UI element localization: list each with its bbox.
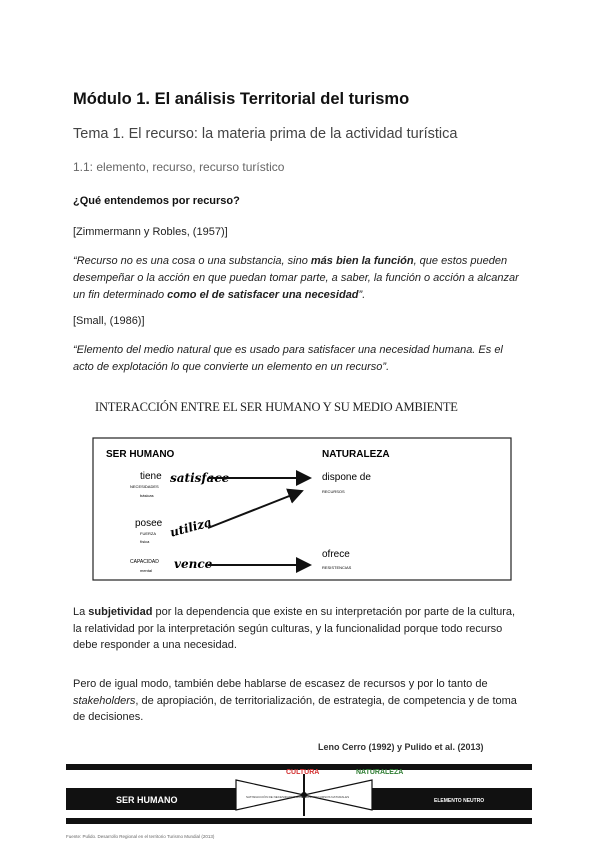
resource-diagram	[66, 758, 532, 834]
para2-line: de decisiones.	[73, 711, 144, 723]
r1-sub1: NECESIDADES	[130, 484, 159, 489]
para1-lead: La	[73, 606, 89, 618]
quote-small	[73, 342, 528, 376]
r1-right: dispone de	[322, 472, 371, 483]
left-label: SER HUMANO	[116, 795, 178, 805]
r3-verb2: mental	[140, 568, 153, 573]
quote1-bold: como el de satisfacer una necesidad	[167, 289, 359, 301]
naturaleza-label: NATURALEZA	[356, 769, 404, 776]
footer-source: Fuente: Pulido. Desarrollo Regional en el territorio Turismo Mundial (2013)	[66, 834, 215, 839]
r3-hand: vence	[174, 557, 213, 571]
quote1-text: “Recurso no es una cosa o una substancia, sino	[73, 255, 311, 267]
small-text: SATISFACCIÓN DE NECESIDADES HUMANAS / RECURSOS NATURALES	[246, 795, 350, 799]
para2-italic: stakeholders	[73, 694, 136, 707]
citation-small: [Small, (1986)]	[73, 315, 145, 327]
diagram2-caption: Leno Cerro (1992) y Pulido et al. (2013)	[318, 742, 484, 752]
left-header: SER HUMANO	[106, 449, 175, 460]
right-label: ELEMENTO NEUTRO	[434, 798, 485, 804]
quote-zimmermann	[73, 253, 528, 304]
interaction-diagram	[90, 435, 515, 585]
quote2-line: acto de explotación lo que convierte un elemento en un recurso”.	[73, 361, 390, 373]
r2-verb: posee	[135, 518, 163, 529]
para1-line: la relatividad por la interpretación según culturas, y la funcionalidad porque todo recurso	[73, 622, 503, 635]
topic-title: Tema 1. El recurso: la materia prima de la actividad turística	[73, 126, 458, 142]
quote2-line: “Elemento del medio natural que es usado para satisfacer una necesidad humana. Es el	[73, 344, 503, 356]
r2-sub2: física	[140, 539, 150, 544]
r2-hand: utiliza	[168, 515, 214, 540]
quote1-text: ”.	[358, 289, 366, 301]
r3-right: ofrece	[322, 549, 350, 560]
r1-right-sub: RECURSOS	[322, 489, 345, 494]
citation-zimmermann: [Zimmermann y Robles, (1957)]	[73, 226, 228, 238]
module-title: Módulo 1. El análisis Territorial del turismo	[73, 90, 410, 108]
r3-verb1: CAPACIDAD	[130, 559, 159, 565]
r1-verb: tiene	[140, 471, 162, 482]
quote1-bold: más bien la función	[310, 255, 414, 267]
right-header: NATURALEZA	[322, 449, 390, 460]
para2-text: , de apropiación, de territorialización, de estrategia, de competencia y de toma	[135, 694, 517, 707]
para1-line: debe responder a una necesidad.	[73, 639, 237, 651]
paragraph-escasez	[73, 676, 528, 726]
paragraph-subjetividad	[73, 604, 528, 654]
question-heading: ¿Qué entendemos por recurso?	[73, 195, 240, 207]
para1-rest: por la dependencia que existe en su interpretación por parte de la cultura,	[152, 606, 516, 618]
para1-bold: subjetividad	[88, 606, 153, 618]
para2-line: Pero de igual modo, también debe hablarse de escasez de recursos y por lo tanto de	[73, 678, 488, 690]
quote1-line: desempeñar o la acción en que puedan tomar parte, a saber, la función o acción a alcanzar	[73, 272, 519, 284]
subtopic-title: 1.1: elemento, recurso, recurso turístico	[73, 160, 285, 174]
arrow-utiliza	[208, 491, 302, 528]
quote1-text: , que estos pueden	[413, 255, 508, 267]
bottom-bar	[66, 818, 532, 824]
cultura-label: CULTURA	[286, 769, 320, 776]
r1-hand: satisface	[170, 471, 230, 485]
r1-sub2: básicas	[140, 493, 154, 498]
r3-right-sub: RESISTENCIAS	[322, 565, 352, 570]
r2-sub1: FUERZA	[140, 531, 156, 536]
quote1-text: un fin determinado	[73, 289, 168, 301]
diagram-title: INTERACCIÓN ENTRE EL SER HUMANO Y SU MEDIO AMBIENTE	[95, 400, 458, 414]
